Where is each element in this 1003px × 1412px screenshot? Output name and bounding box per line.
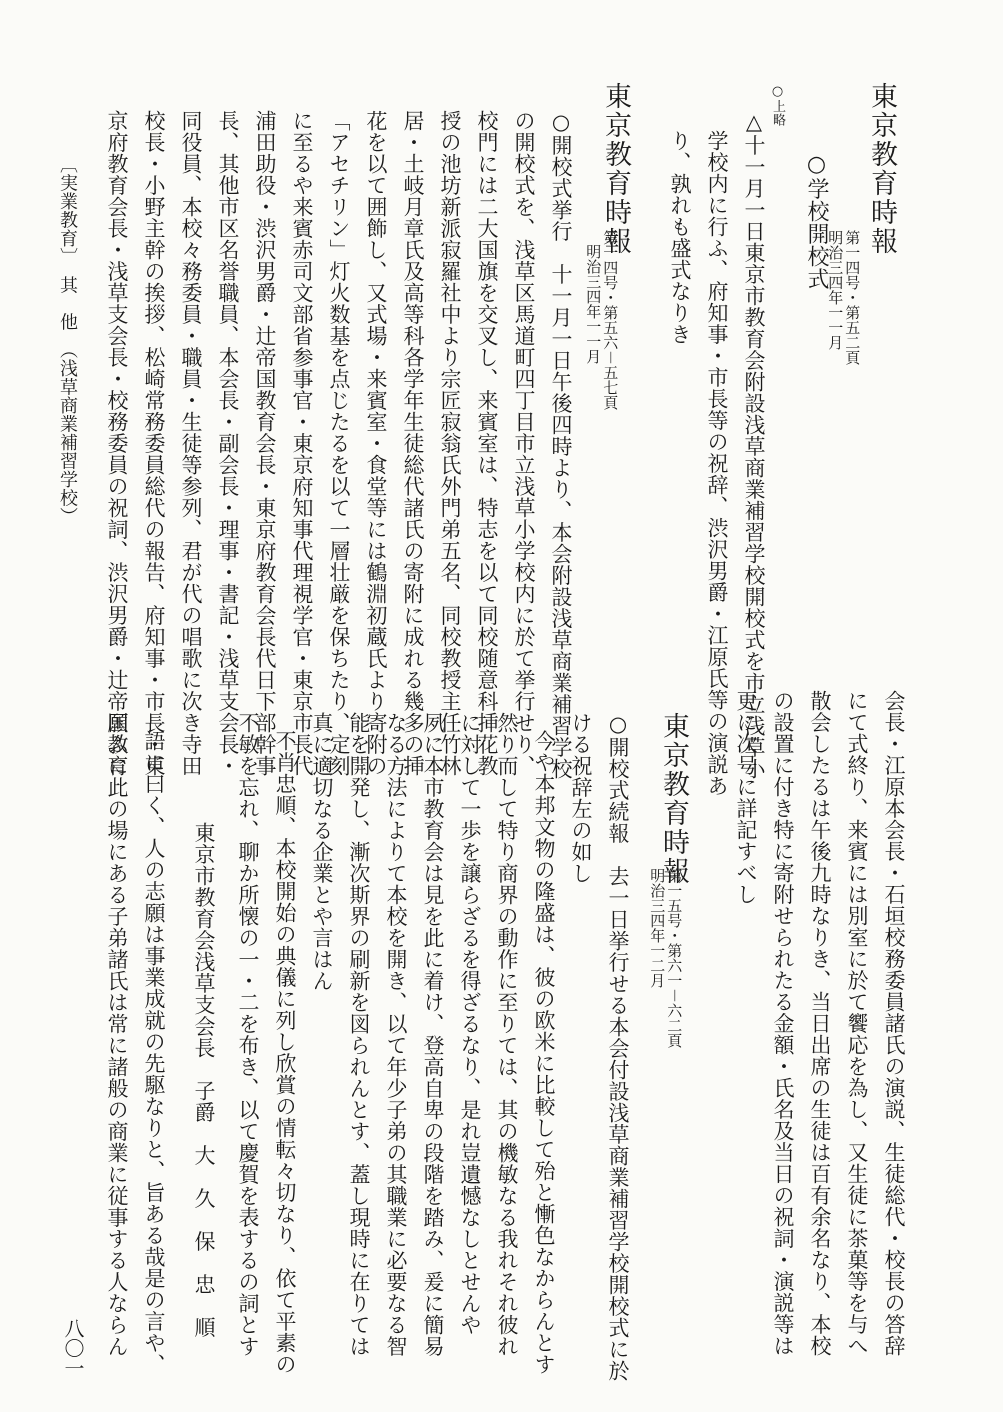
para2-line7: 「アセチリン」灯火数基を点じたるを以て一層壮厳を保ちたり、定刻 (327, 110, 351, 777)
cont-line5: 更に次号に詳記すべし (734, 690, 758, 905)
section-heading-1: ○学校開校式 (804, 152, 829, 290)
page-number: 八〇一 (61, 1318, 85, 1378)
para3-line3: 今や本邦文物の隆盛は、彼の欧米に比較して殆と慚色なからんとす (532, 730, 556, 1375)
para2-line4: 授の池坊新派寂羅社中より宗匠寂翁氏外門弟五名、同校教授主任竹林 (438, 110, 462, 777)
para4-line2: 願ふに此の場にある子弟諸氏は常に諸般の商業に従事する人ならん (105, 712, 129, 1357)
issue-info-1b: 明治三四年一一月 (826, 230, 845, 350)
para2-line1: ○開校式挙行 十一月一日午後四時より、本会附設浅草商業補習学校 (549, 110, 573, 780)
cont-line4: の設置に付き特に寄附せられたる金額・氏名及当日の祝詞・演説等は (771, 690, 795, 1357)
para2-line11: 同役員、本校々務委員・職員・生徒等参列、君が代の唱歌に次き寺田 (179, 110, 203, 777)
para2-line12: 校長・小野主幹の挨拶、松崎常務委員総代の報告、府知事・市長・東 (142, 110, 166, 777)
para2-line8: に至るや来賓赤司文部省参事官・東京府知事代理視学官・東京市長代 (290, 110, 314, 777)
para3-line7: なる方法によりて本校を開き、以て年少子弟の其職業に必要なる智 (384, 712, 408, 1357)
para2-line6: 花を以て囲飾し、又式場・来賓室・食堂等には鶴淵初蔵氏より寄附の (364, 110, 388, 777)
para2-line13: 京府教育会長・浅草支会長・校務委員の祝詞、渋沢男爵・辻帝国教育 (105, 110, 129, 777)
journal-title-1: 東京教育時報 (866, 82, 897, 256)
para1-line2: 学校内に行ふ、府知事・市長等の祝辞、渋沢男爵・江原氏等の演説あ (705, 130, 729, 797)
para2-line9: 浦田助役・渋沢男爵・辻帝国教育会長・東京府教育会長代日下部幹事 (253, 110, 277, 777)
issue-info-1a: 第一四号・第五二頁 (843, 230, 862, 365)
para3-line11: 不敏を忘れ、聊か所懐の一・二を布き、以て慶賀を表するの詞とす (236, 712, 260, 1357)
para3-line1: ○開校式続報 去一日挙行せる本会付設浅草商業補習学校開校式に於 (606, 712, 630, 1382)
issue-info-3a: 第一五号・第六一－六二頁 (665, 868, 684, 1049)
para2-line5: 居・土岐月章氏及高等科各学年生徒総代諸氏の寄附に成れる幾多の挿 (401, 110, 425, 777)
cont-line2: にて式終り、来賓には別室に於て饗応を為し、又生徒に茶菓等を与へ (845, 690, 869, 1357)
para3-line6: 夙に本市教育会は見を此に着け、登高自卑の段階を踏み、爰に簡易 (421, 712, 445, 1357)
cont-line3: 散会したるは午後九時なりき、当日出席の生徒は百有余名なり、本校 (808, 690, 832, 1357)
para3-line9: 真に適切なる企業とや言はん (310, 712, 334, 992)
para3-line8: 能を開発し、漸次斯界の刷新を図られんとす、蓋し現時に在りては (347, 712, 371, 1357)
issue-info-2b: 明治三四年一一月 (584, 244, 603, 364)
issue-info-3b: 明治三四年一二月 (648, 868, 667, 988)
para3-line10: 不肖忠順、本校開始の典儀に列し欣賞の情転々切なり、依て平素の (273, 730, 297, 1375)
para4-line1: 語に曰く、人の志願は事業成就の先駆なりと、旨ある哉是の言や、 (142, 730, 166, 1375)
para2-line2: の開校式を、浅草区馬道町四丁目市立浅草小学校内に於て挙行せり、 (512, 110, 536, 777)
para2-line3: 校門には二大国旗を交叉し、来賓室は、特志を以て同校随意科挿花教 (475, 110, 499, 777)
cont-line1: 会長・江原本会長・石垣校務委員諸氏の演説、生徒総代・校長の答辞 (882, 690, 906, 1357)
footer-category: 〔実業教育〕 其 他 （浅草商業補習学校） (57, 155, 78, 526)
para3-line5: に対して一歩を譲らざるを得ざるなり、是れ豈遺憾なしとせんや (458, 712, 482, 1336)
para2-line10: 長、其他市区名誉職員、本会長・副会長・理事・書記・浅草支会長・ (216, 110, 240, 777)
journal-title-3: 東京教育時報 (658, 712, 689, 886)
para3-line4: 然り而して特り商界の動作に至りては、其の機敏なる我れそれ彼れ (495, 712, 519, 1357)
journal-title-2: 東京教育時報 (600, 82, 631, 256)
issue-info-2a: 第一四号・第五六－五七頁 (601, 230, 620, 411)
para3-line2: ける祝辞左の如し (569, 712, 593, 884)
signature: 東京市教育会浅草支会長 子爵 大 久 保 忠 順 (192, 822, 216, 1338)
para1-line3: り、孰れも盛式なりき (668, 130, 692, 345)
omission-note: ○上略 (770, 84, 785, 127)
para1-line1: △十一月一日東京市教育会附設浅草商業補習学校開校式を市立浅草小 (742, 110, 766, 780)
